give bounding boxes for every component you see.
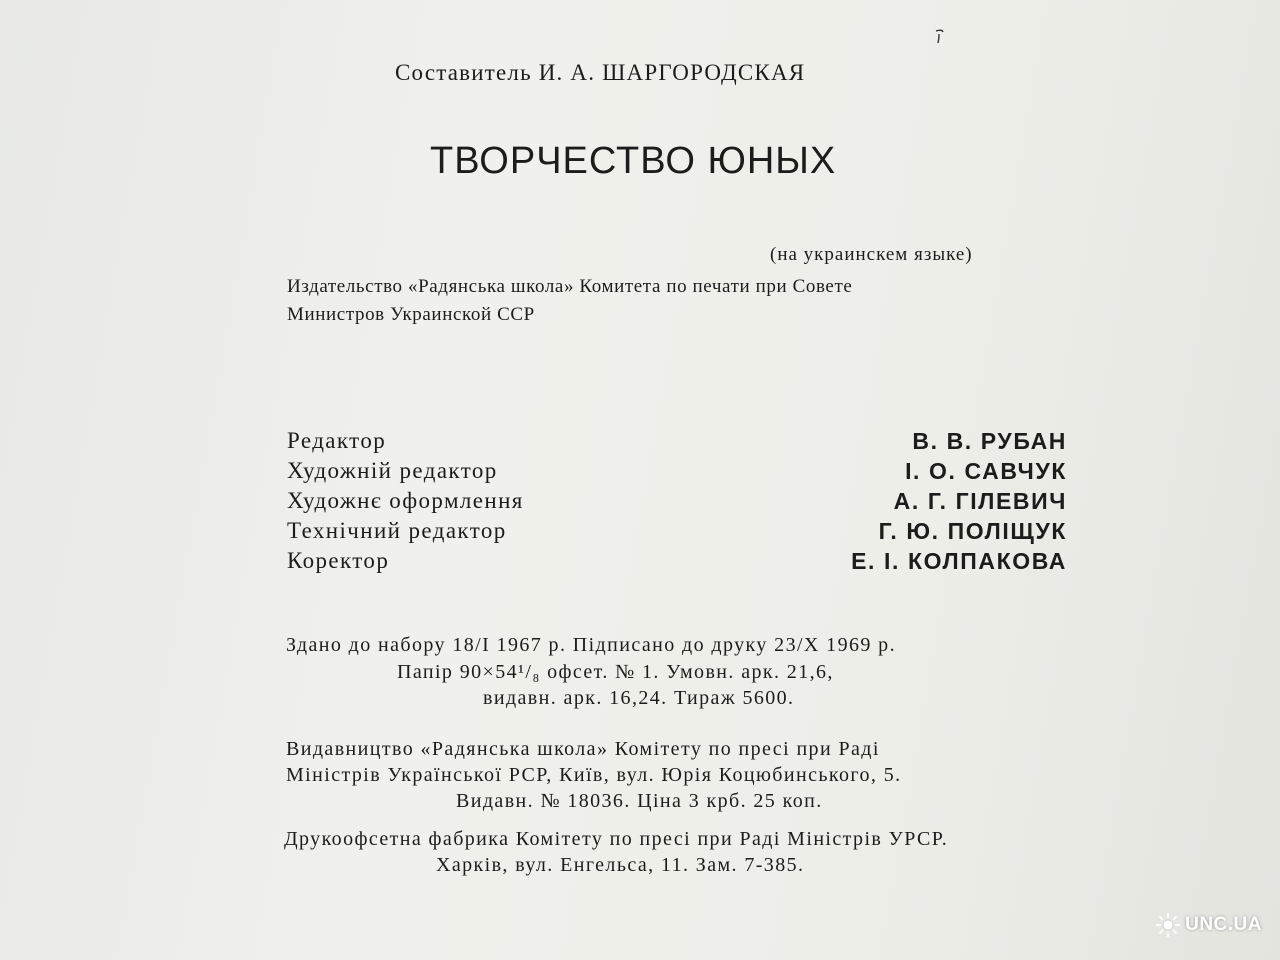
language-note: (на украинскем языке) xyxy=(770,244,973,265)
print-info-line: Здано до набору 18/I 1967 р. Підписано до друку 23/X 1969 р. xyxy=(286,634,896,656)
credit-name: І. О. САВЧУК xyxy=(905,457,1067,484)
publisher-ua-line: Видавництво «Радянська школа» Комітету по пресі при Раді xyxy=(286,738,880,760)
credit-row xyxy=(287,426,1067,456)
printer-line: Харків, вул. Енгельса, 11. Зам. 7-385. xyxy=(436,854,805,876)
publisher-ru-line: Издательство «Радянська школа» Комитета по печати при Совете xyxy=(287,276,853,297)
print-info-line: видавн. арк. 16,24. Тираж 5600. xyxy=(483,687,795,709)
credit-name: Г. Ю. ПОЛІЩУК xyxy=(878,517,1067,544)
watermark-text: UNC.UA xyxy=(1185,914,1262,935)
sun-logo-icon xyxy=(1155,912,1181,938)
credit-row xyxy=(287,546,1067,576)
credit-role: Технічний редактор xyxy=(287,518,507,543)
credit-name: А. Г. ГІЛЕВИЧ xyxy=(893,487,1067,514)
credit-name: В. В. РУБАН xyxy=(912,427,1067,454)
compiler-line: Составитель И. А. ШАРГОРОДСКАЯ xyxy=(395,60,806,85)
publisher-ru-line: Министров Украинской ССР xyxy=(287,304,535,325)
credit-role: Художнє оформлення xyxy=(287,488,524,513)
credits-list xyxy=(287,426,1067,576)
credit-row xyxy=(287,516,1067,546)
printer-line: Друкоофсетна фабрика Комітету по пресі при Раді Міністрів УРСР. xyxy=(284,828,949,850)
credit-role: Коректор xyxy=(287,548,390,573)
credit-name: Е. І. КОЛПАКОВА xyxy=(851,547,1067,574)
publisher-ua-line: Міністрів Української РСР, Київ, вул. Юрія Коцюбинського, 5. xyxy=(286,764,902,786)
credit-role: Художній редактор xyxy=(287,458,498,483)
print-info-line: Папір 90×54¹/₈ офсет. № 1. Умовн. арк. 21,6, xyxy=(397,661,834,683)
site-watermark xyxy=(1155,912,1262,938)
book-title: ТВОРЧЕСТВО ЮНЫХ xyxy=(430,140,837,182)
credit-row xyxy=(287,486,1067,516)
credit-role: Редактор xyxy=(287,428,387,453)
credit-row xyxy=(287,456,1067,486)
pencil-mark-icon xyxy=(933,28,947,44)
publisher-ua-line: Видавн. № 18036. Ціна 3 крб. 25 коп. xyxy=(456,790,823,812)
